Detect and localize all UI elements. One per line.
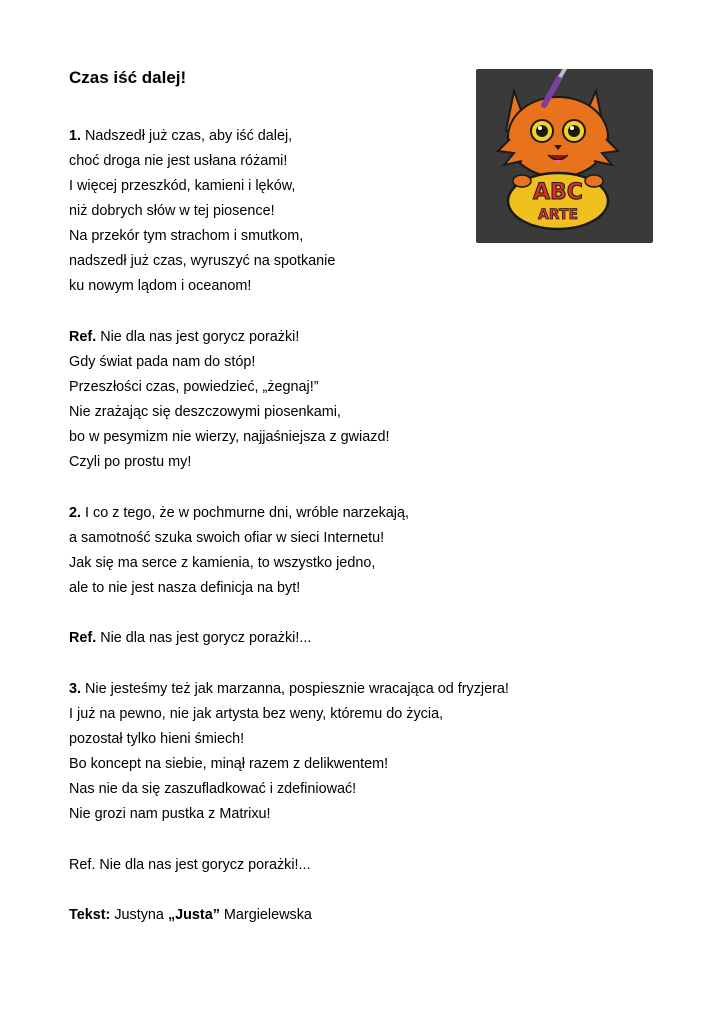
author-nickname: „Justa” [167, 907, 220, 923]
verse3-number: 3. [69, 681, 82, 697]
song-title: Czas iść dalej! [69, 68, 187, 87]
author-last-name: Margielewska [223, 907, 312, 923]
chorus-repeat-1 [69, 629, 311, 647]
verse1-line-2: choć droga nie jest usłana różami! [69, 153, 288, 169]
chorus-line-5: bo w pesymizm nie wierzy, najjaśniejsza z gwiazd! [69, 429, 390, 445]
verse2-line-1-text: I co z tego, że w pochmurne dni, wróble narzekają, [85, 505, 409, 521]
verse1-line-5: Na przekór tym strachom i smutkom, [69, 228, 304, 244]
verse3-line-6: Nie grozi nam pustka z Matrixu! [69, 806, 271, 822]
verse3-line-1-text: Nie jesteśmy też jak marzanna, pospiesznie wracająca od fryzjera! [85, 681, 509, 697]
verse3-line-2: I już na pewno, nie jak artysta bez weny, któremu do życia, [69, 706, 444, 722]
verse1-line-1 [69, 127, 292, 145]
chorus-line-3: Przeszłości czas, powiedzieć, „żegnaj!” [69, 379, 319, 395]
verse1-number: 1. [69, 128, 82, 144]
logo-text-arte: ARTE [537, 207, 579, 223]
author-first-name: Justyna [114, 907, 164, 923]
verse1-line-1-text: Nadszedł już czas, aby iść dalej, [85, 128, 293, 144]
verse1-line-7: ku nowym lądom i oceanom! [69, 278, 252, 294]
verse2-number: 2. [69, 505, 82, 521]
verse2-line-3: Jak się ma serce z kamienia, to wszystko jedno, [69, 555, 376, 571]
chorus-repeat-2: Ref. Nie dla nas jest gorycz porażki!... [69, 857, 311, 873]
verse3-line-3: pozostał tylko hieni śmiech! [69, 731, 245, 747]
logo-text-abc: ABC [533, 180, 583, 205]
abc-arte-logo [476, 69, 653, 243]
verse2-line-1 [69, 504, 409, 522]
cat-mascot-logo-image [476, 69, 653, 243]
verse2-line-2: a samotność szuka swoich ofiar w sieci Internetu! [69, 530, 385, 546]
chorus-line-2: Gdy świat pada nam do stóp! [69, 354, 256, 370]
verse1-line-4: niż dobrych słów w tej piosence! [69, 203, 275, 219]
verse2-line-4: ale to nie jest nasza definicja na byt! [69, 580, 301, 596]
verse3-line-5: Nas nie da się zaszufladkować i zdefiniować! [69, 781, 357, 797]
chorus-line-4: Nie zrażając się deszczowymi piosenkami, [69, 404, 341, 420]
chorus-line-6: Czyli po prostu my! [69, 454, 192, 470]
credits-label: Tekst: [69, 907, 111, 923]
chorus-line-1 [69, 328, 299, 346]
chorus-label: Ref. [69, 329, 97, 345]
chorus-repeat-1-text: Nie dla nas jest gorycz porażki!... [100, 630, 312, 646]
verse3-line-1 [69, 680, 509, 698]
chorus-repeat-1-label: Ref. [69, 630, 97, 646]
verse3-line-4: Bo koncept na siebie, minął razem z delikwentem! [69, 756, 389, 772]
chorus-line-1-text: Nie dla nas jest gorycz porażki! [100, 329, 300, 345]
verse1-line-3: I więcej przeszkód, kamieni i lęków, [69, 178, 296, 194]
verse1-line-6: nadszedł już czas, wyruszyć na spotkanie [69, 253, 336, 269]
credits-line [69, 906, 312, 924]
